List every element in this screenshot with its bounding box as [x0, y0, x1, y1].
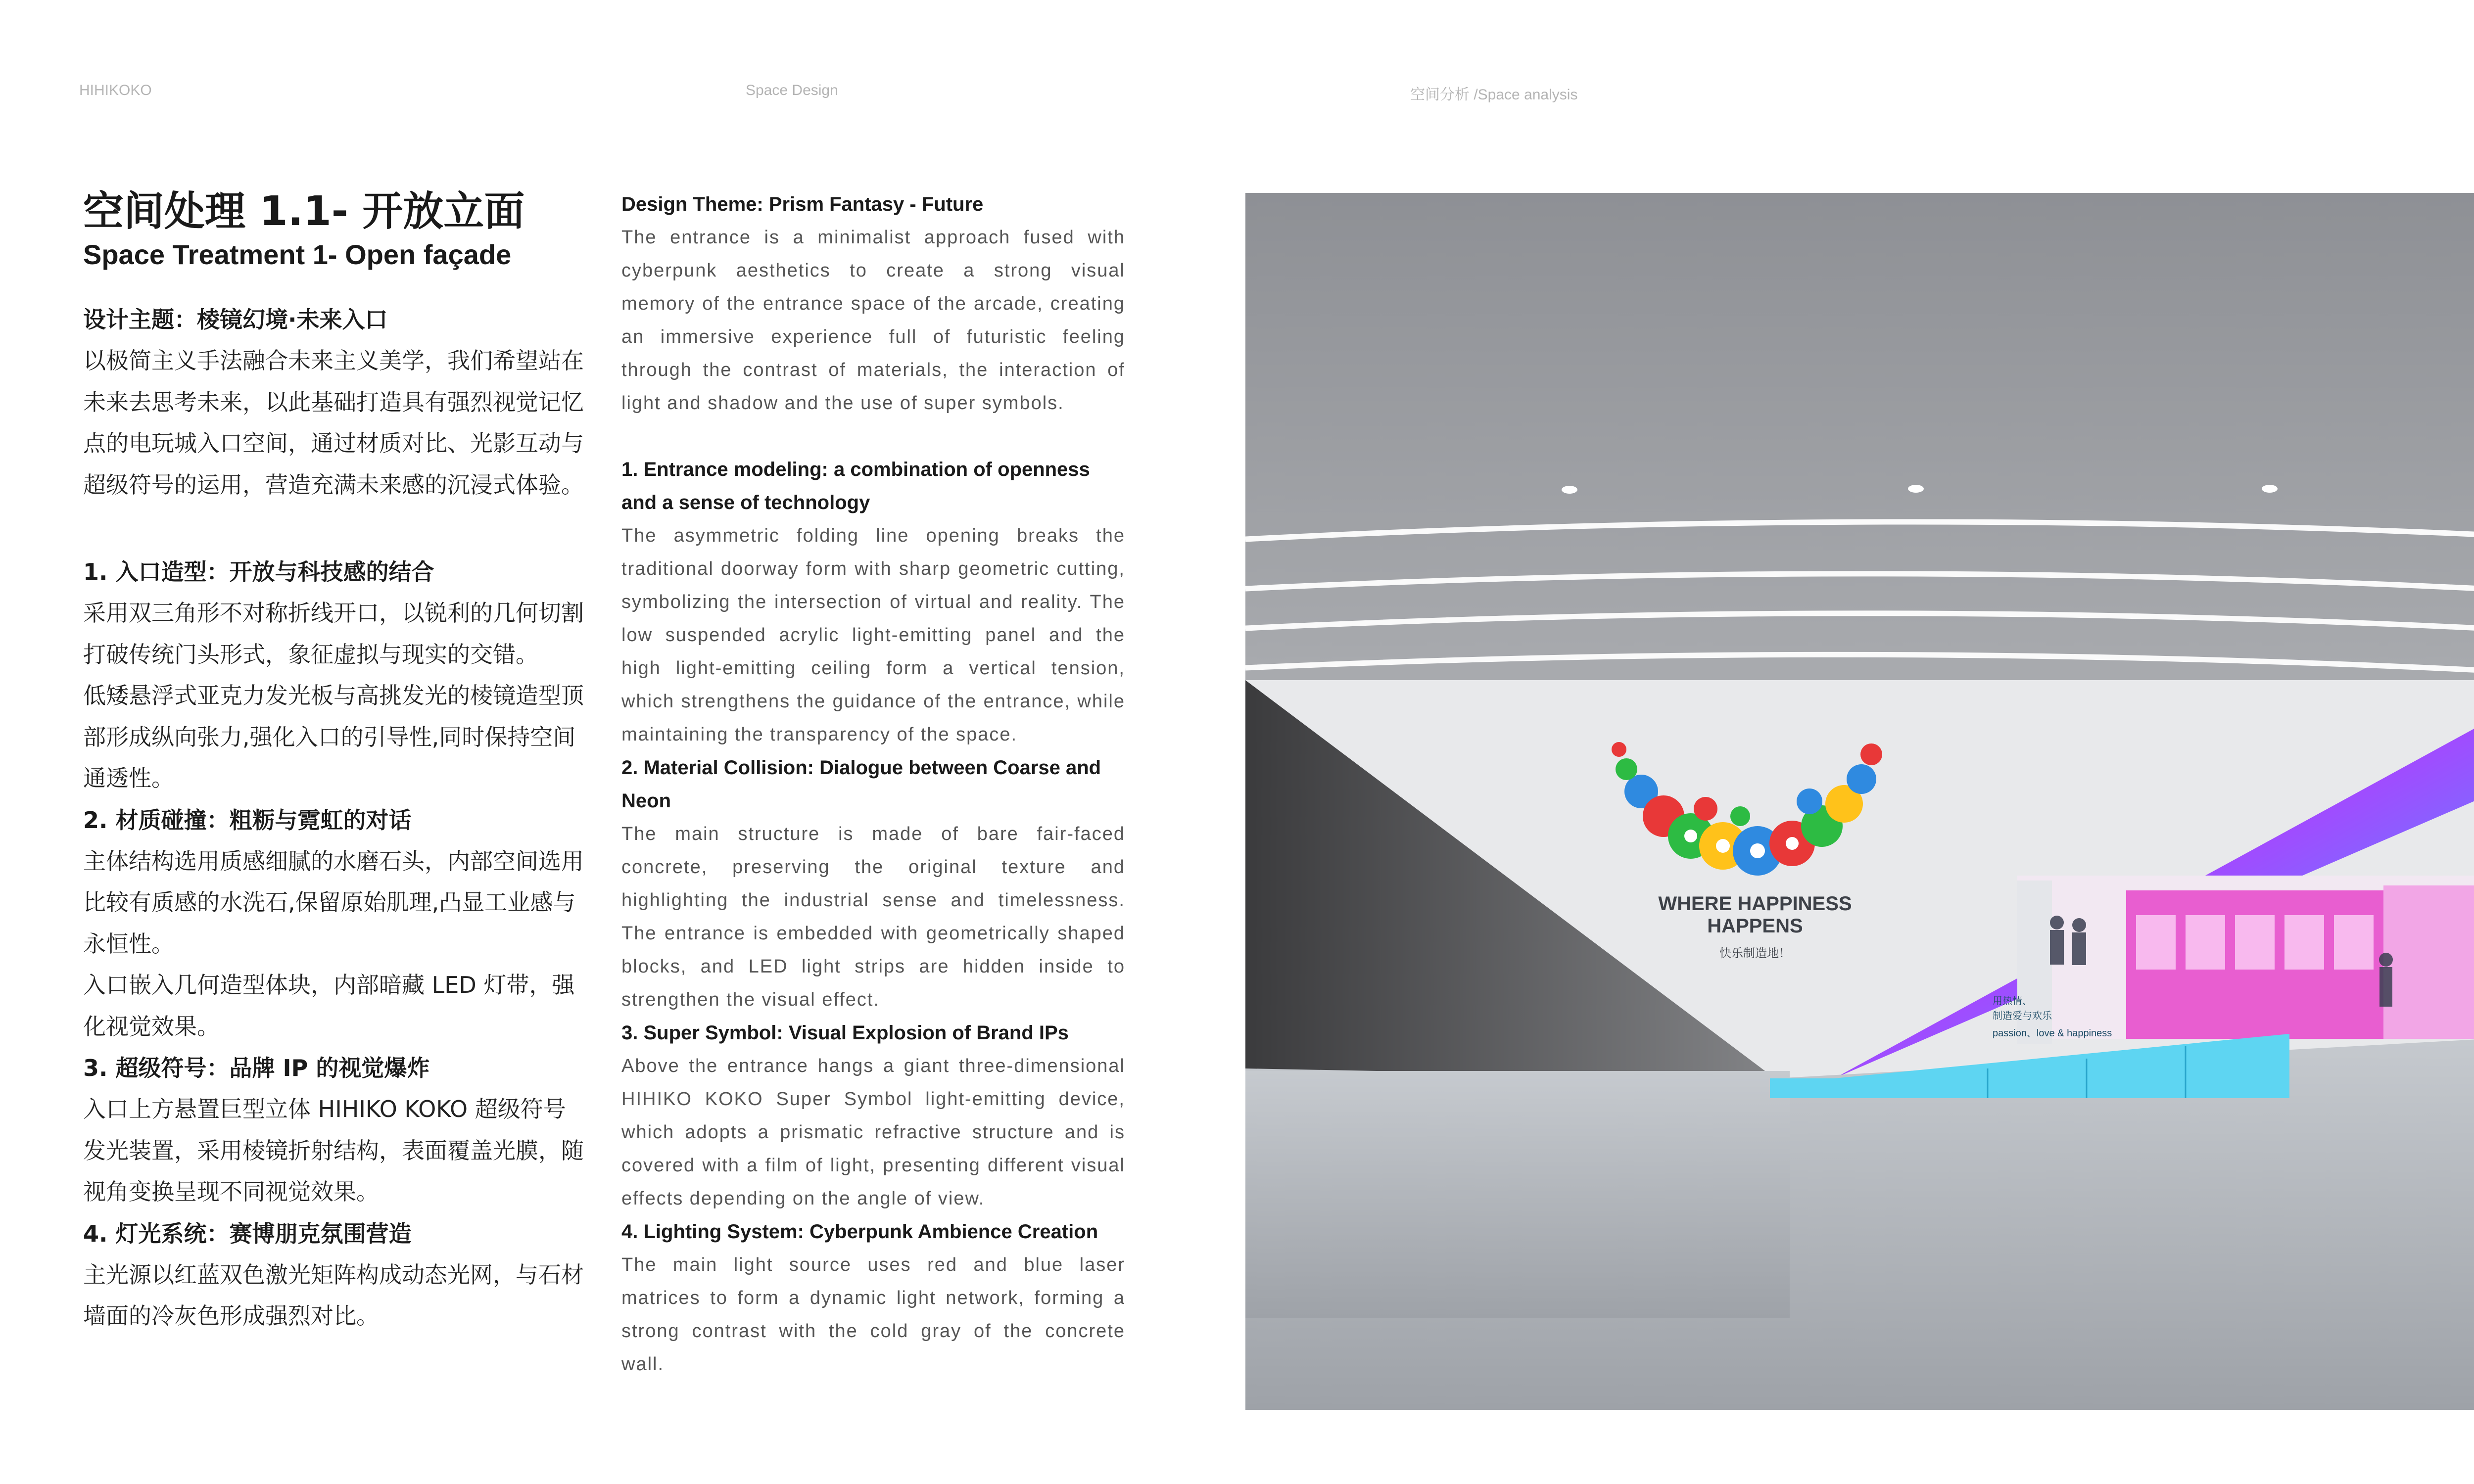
en-section-entrance — [621, 453, 1125, 751]
counter-zh-2: 制造爱与欢乐 — [1993, 1010, 2052, 1021]
sign-line-1: WHERE HAPPINESS — [1658, 893, 1852, 915]
en-section-theme — [621, 188, 1125, 420]
en-section-symbol — [621, 1017, 1125, 1215]
zh-section-theme — [83, 299, 588, 506]
en-section-heading: 2. Material Collision: Dialogue between Coarse and Neon — [621, 757, 1101, 812]
zh-paragraph: 入口嵌入几何造型体块，内部暗藏 LED 灯带，强化视觉效果。 — [83, 972, 575, 1040]
en-section-heading: 1. Entrance modeling: a combination of openness and a sense of technology — [621, 459, 1090, 513]
en-section-material — [621, 751, 1125, 1017]
entrance-rendering-illustration — [1245, 193, 2474, 1410]
counter-en: passion、love & happiness — [1993, 1028, 2112, 1039]
page-title-en: Space Treatment 1- Open façade — [83, 239, 512, 270]
header-brand: HIHIKOKO — [79, 82, 152, 98]
zh-paragraph: 采用双三角形不对称折线开口，以锐利的几何切割打破传统门头形式，象征虚拟与现实的交错。 — [83, 600, 584, 668]
en-paragraph: Above the entrance hangs a giant three-dimensional HIHIKO KOKO Super Symbol light-emitting device, which adopts a prismatic refractive structure and is covered with a film of light, presenting different visual effects depending on the angle of view. — [621, 1056, 1125, 1209]
zh-section-heading: 2. 材质碰撞：粗粝与霓虹的对话 — [83, 806, 412, 834]
zh-section-material — [83, 799, 588, 1048]
en-section-heading: 3. Super Symbol: Visual Explosion of Brand IPs — [621, 1022, 1069, 1044]
chinese-text-column — [83, 188, 588, 1337]
header-section: Space Design — [746, 82, 838, 98]
en-section-lighting — [621, 1215, 1125, 1381]
en-paragraph: The asymmetric folding line opening breaks the traditional doorway form with sharp geometric cutting, symbolizing the intersection of virtual and reality. The low suspended acrylic light-emitting panel and the high light-emitting ceiling form a vertical tension, which strengthens the guidance of the entrance, while maintaining the transparency of the space. — [621, 525, 1125, 745]
en-paragraph: The main light source uses red and blue laser matrices to form a dynamic light network, forming a strong contrast with the cold gray of the concrete wall. — [621, 1254, 1125, 1375]
zh-section-lighting — [83, 1213, 588, 1337]
english-text-column — [621, 188, 1125, 1381]
zh-section-heading: 4. 灯光系统：赛博朋克氛围营造 — [83, 1220, 412, 1247]
header-chapter: 空间分析 /Space analysis — [1410, 87, 1578, 103]
zh-paragraph: 主体结构选用质感细腻的水磨石头，内部空间选用比较有质感的水洗石,保留原始肌理,凸显工业感与永恒性。 — [83, 847, 584, 957]
zh-section-symbol — [83, 1047, 588, 1213]
zh-paragraph: 低矮悬浮式亚克力发光板与高挑发光的棱镜造型顶部形成纵向张力,强化入口的引导性,同时保持空间通透性。 — [83, 682, 584, 791]
zh-section-heading: 设计主题：棱镜幻境·未来入口 — [83, 306, 388, 333]
en-section-heading: Design Theme: Prism Fantasy - Future — [621, 193, 984, 215]
zh-paragraph: 以极简主义手法融合未来主义美学，我们希望站在未来去思考未来，以此基础打造具有强烈视觉记忆点的电玩城入口空间，通过材质对比、光影互动与超级符号的运用，营造充满未来感的沉浸式体验。 — [83, 347, 584, 498]
zh-section-entrance — [83, 551, 588, 799]
zh-paragraph: 入口上方悬置巨型立体 HIHIKO KOKO 超级符号发光装置，采用棱镜折射结构，表面覆盖光膜，随视角变换呈现不同视觉效果。 — [83, 1096, 584, 1205]
en-paragraph: The entrance is a minimalist approach fused with cyberpunk aesthetics to create a strong visual memory of the entrance space of the arcade, creating an immersive experience full of futuristic feeling through the contrast of materials, the interaction of light and shadow and the use of super symbols. — [621, 227, 1125, 414]
zh-section-heading: 1. 入口造型：开放与科技感的结合 — [83, 558, 434, 585]
entrance-rendering — [1245, 193, 2474, 1410]
zh-paragraph: 主光源以红蓝双色激光矩阵构成动态光网，与石材墙面的冷灰色形成强烈对比。 — [83, 1261, 584, 1329]
page-title-zh: 空间处理 1.1- 开放立面 — [83, 188, 525, 235]
counter-zh-1: 用热情、 — [1993, 995, 2032, 1007]
sign-zh: 快乐制造地！ — [1719, 946, 1791, 960]
zh-section-heading: 3. 超级符号：品牌 IP 的视觉爆炸 — [83, 1055, 430, 1081]
en-section-heading: 4. Lighting System: Cyberpunk Ambience Creation — [621, 1221, 1098, 1243]
en-paragraph: The main structure is made of bare fair-faced concrete, preserving the original texture and highlighting the industrial sense and timelessness. The entrance is embedded with geometrically shaped blocks, and LED light strips are hidden inside to strengthen the visual effect. — [621, 824, 1125, 1010]
sign-line-2: HAPPENS — [1707, 915, 1803, 937]
